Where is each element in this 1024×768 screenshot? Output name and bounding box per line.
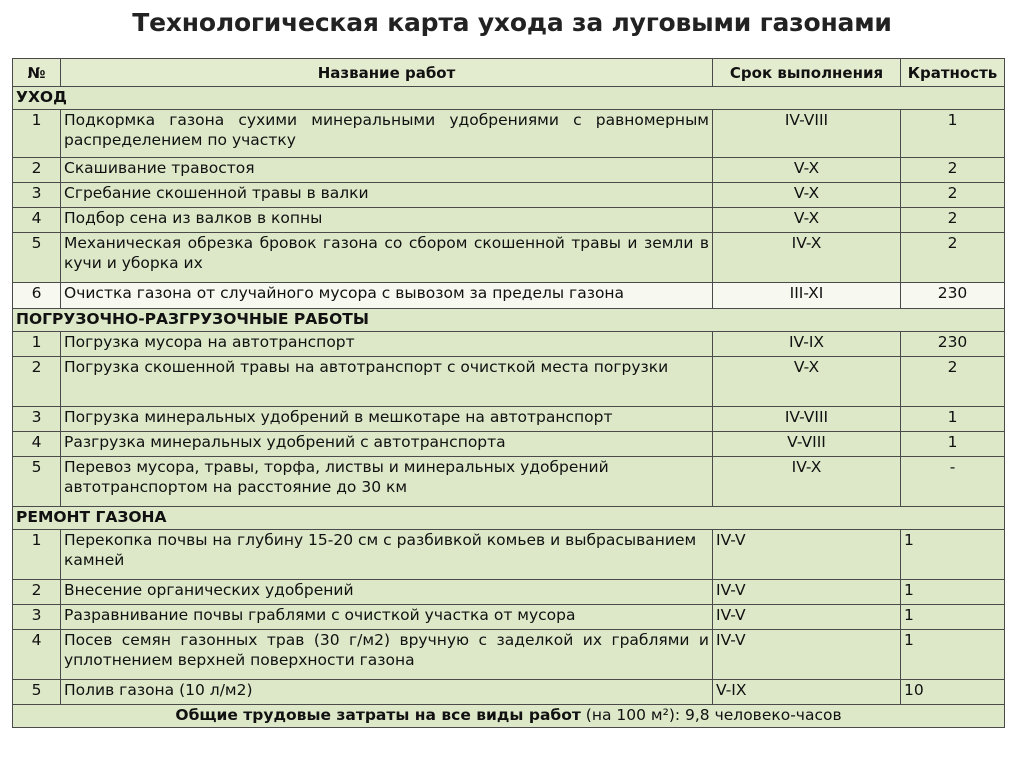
row-num: 2 — [13, 158, 61, 183]
table-row — [13, 680, 1005, 705]
row-freq: 1 — [901, 407, 1005, 432]
row-term: V-IX — [713, 680, 901, 705]
page-title: Технологическая карта ухода за луговыми газонами — [132, 8, 892, 37]
row-name: Полив газона (10 л/м2) — [61, 680, 713, 705]
section-title: РЕМОНТ ГАЗОНА — [13, 507, 1005, 530]
row-num: 5 — [13, 680, 61, 705]
row-name: Перевоз мусора, травы, торфа, листвы и минеральных удобрений автотранспортом на расстояние до 30 км — [61, 457, 713, 507]
table-row — [13, 208, 1005, 233]
row-term: V-VIII — [713, 432, 901, 457]
header-num: № — [13, 59, 61, 87]
table-row — [13, 407, 1005, 432]
row-num: 5 — [13, 457, 61, 507]
header-term: Срок выполнения — [713, 59, 901, 87]
row-num: 1 — [13, 530, 61, 580]
row-name: Очистка газона от случайного мусора с вывозом за пределы газона — [61, 283, 713, 309]
row-name: Разгрузка минеральных удобрений с автотранспорта — [61, 432, 713, 457]
row-freq: 230 — [901, 332, 1005, 357]
row-term: IV-V — [713, 580, 901, 605]
section-care — [13, 87, 1005, 110]
row-num: 3 — [13, 407, 61, 432]
row-term: IV-X — [713, 233, 901, 283]
row-freq: 2 — [901, 183, 1005, 208]
table-row — [13, 432, 1005, 457]
table-row — [13, 332, 1005, 357]
row-name: Подбор сена из валков в копны — [61, 208, 713, 233]
row-term: IV-VIII — [713, 407, 901, 432]
row-term: V-X — [713, 158, 901, 183]
table-row — [13, 357, 1005, 407]
row-freq: 2 — [901, 158, 1005, 183]
row-freq: 1 — [901, 630, 1005, 680]
row-term: IV-V — [713, 530, 901, 580]
header-row — [13, 59, 1005, 87]
table-row — [13, 580, 1005, 605]
table-row — [13, 183, 1005, 208]
row-term: V-X — [713, 208, 901, 233]
section-repair — [13, 507, 1005, 530]
table-row — [13, 158, 1005, 183]
row-name: Внесение органических удобрений — [61, 580, 713, 605]
row-num: 6 — [13, 283, 61, 309]
row-name: Разравнивание почвы граблями с очисткой участка от мусора — [61, 605, 713, 630]
row-freq: 2 — [901, 233, 1005, 283]
row-term: V-X — [713, 357, 901, 407]
row-num: 4 — [13, 432, 61, 457]
row-freq: - — [901, 457, 1005, 507]
row-term: IV-IX — [713, 332, 901, 357]
row-freq: 2 — [901, 357, 1005, 407]
row-freq: 1 — [901, 530, 1005, 580]
row-num: 4 — [13, 208, 61, 233]
row-freq: 10 — [901, 680, 1005, 705]
section-title: ПОГРУЗОЧНО-РАЗГРУЗОЧНЫЕ РАБОТЫ — [13, 309, 1005, 332]
tech-card-table — [12, 58, 1005, 728]
row-freq: 1 — [901, 110, 1005, 158]
row-name: Механическая обрезка бровок газона со сбором скошенной травы и земли в кучи и уборка их — [61, 233, 713, 283]
row-num: 1 — [13, 332, 61, 357]
table-row — [13, 110, 1005, 158]
row-term: IV-V — [713, 605, 901, 630]
table-row — [13, 630, 1005, 680]
header-name: Название работ — [61, 59, 713, 87]
row-name: Подкормка газона сухими минеральными удобрениями с равномерным распределением по участку — [61, 110, 713, 158]
header-freq: Кратность — [901, 59, 1005, 87]
row-freq: 1 — [901, 580, 1005, 605]
row-freq: 1 — [901, 605, 1005, 630]
row-name: Погрузка минеральных удобрений в мешкотаре на автотранспорт — [61, 407, 713, 432]
row-term: III-XI — [713, 283, 901, 309]
total-cell — [13, 705, 1005, 728]
row-term: IV-X — [713, 457, 901, 507]
row-num: 5 — [13, 233, 61, 283]
table-row — [13, 283, 1005, 309]
row-term: V-X — [713, 183, 901, 208]
row-term: IV-V — [713, 630, 901, 680]
total-row — [13, 705, 1005, 728]
section-loading — [13, 309, 1005, 332]
row-freq: 2 — [901, 208, 1005, 233]
row-num: 3 — [13, 183, 61, 208]
table-row — [13, 233, 1005, 283]
row-name: Перекопка почвы на глубину 15-20 см с разбивкой комьев и выбрасыванием камней — [61, 530, 713, 580]
row-name: Сгребание скошенной травы в валки — [61, 183, 713, 208]
total-label: Общие трудовые затраты на все виды работ — [175, 706, 581, 724]
table-row — [13, 457, 1005, 507]
row-name: Погрузка мусора на автотранспорт — [61, 332, 713, 357]
row-num: 2 — [13, 580, 61, 605]
row-num: 1 — [13, 110, 61, 158]
row-name: Погрузка скошенной травы на автотранспорт с очисткой места погрузки — [61, 357, 713, 407]
row-num: 3 — [13, 605, 61, 630]
row-name: Скашивание травостоя — [61, 158, 713, 183]
section-title: УХОД — [13, 87, 1005, 110]
row-freq: 230 — [901, 283, 1005, 309]
table-row — [13, 605, 1005, 630]
table-row — [13, 530, 1005, 580]
row-name: Посев семян газонных трав (30 г/м2) вручную с заделкой их граблями и уплотнением верхней поверхности газона — [61, 630, 713, 680]
row-freq: 1 — [901, 432, 1005, 457]
total-value: (на 100 м²): 9,8 человеко-часов — [585, 706, 842, 724]
row-term: IV-VIII — [713, 110, 901, 158]
row-num: 2 — [13, 357, 61, 407]
row-num: 4 — [13, 630, 61, 680]
